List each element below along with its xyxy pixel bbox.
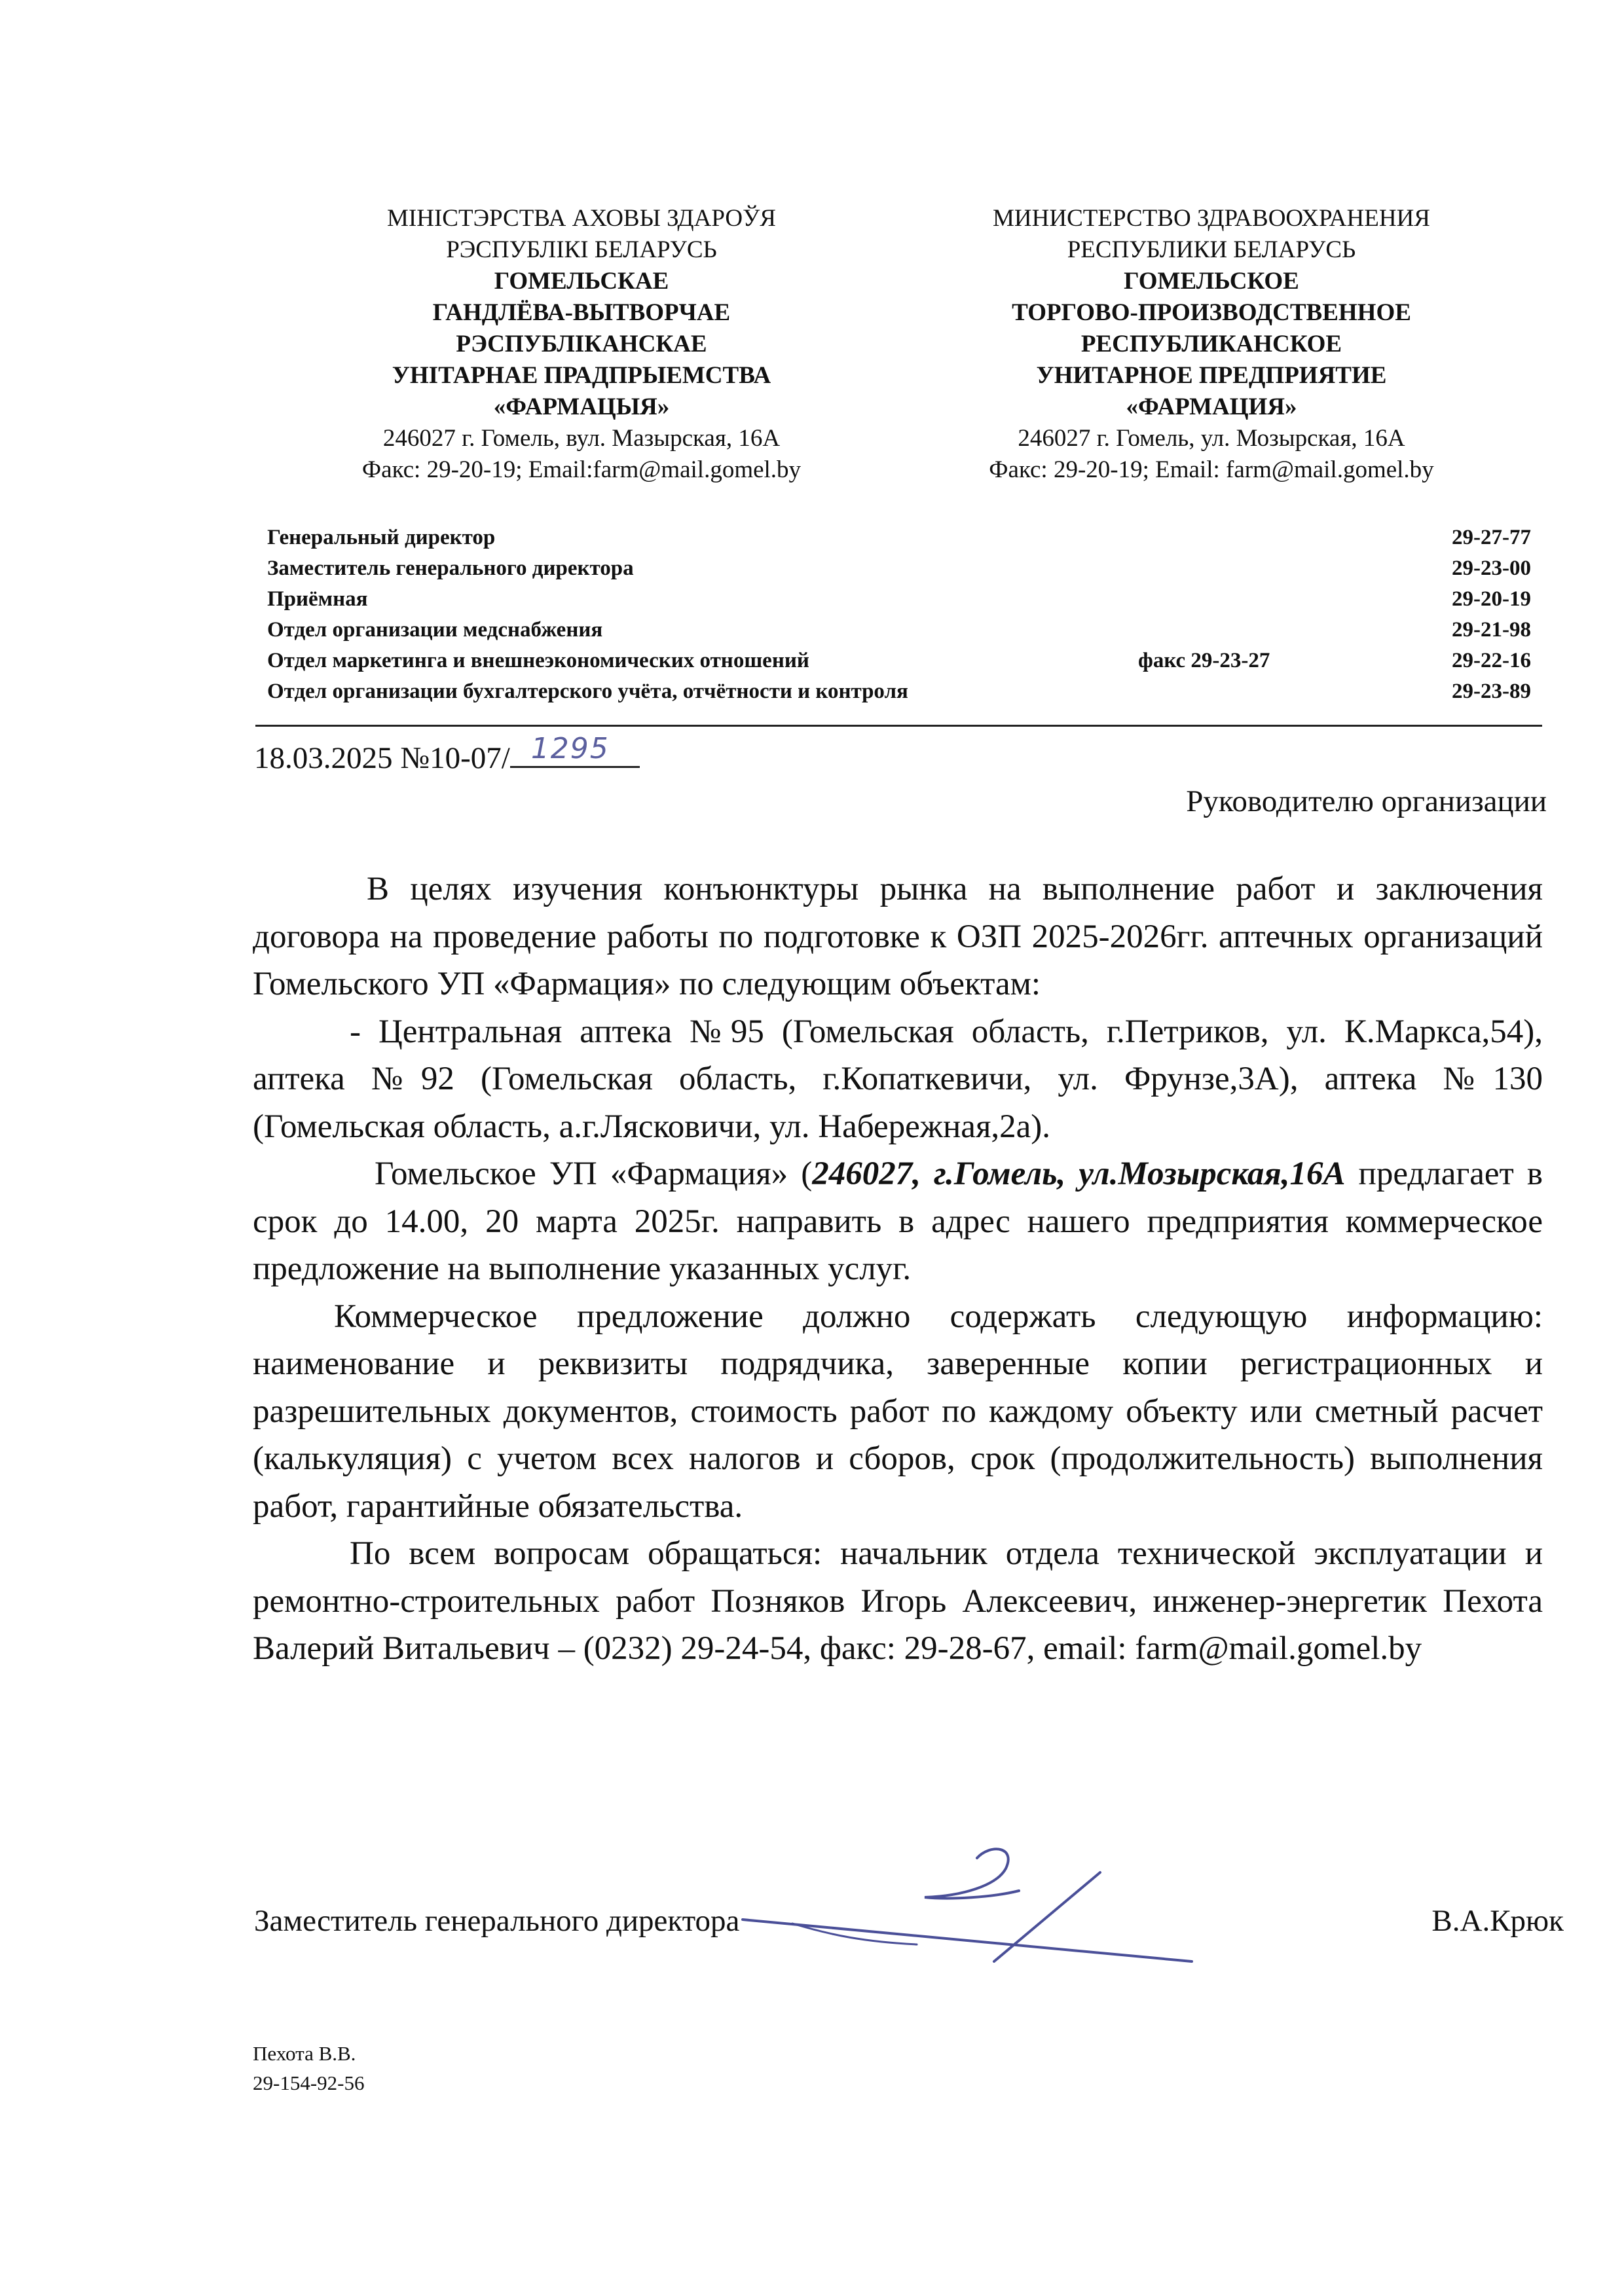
header-russian-line: РЕСПУБЛИКАНСКОЕ <box>1080 331 1342 357</box>
phone-row <box>267 676 1531 707</box>
department-phone: 29-27-77 <box>1452 526 1531 549</box>
executor-name: Пехота В.В. <box>253 2042 356 2065</box>
header-russian-line: МИНИСТЕРСТВО ЗДРАВООХРАНЕНИЯ <box>993 205 1430 232</box>
header-belarusian <box>287 203 876 486</box>
department-name: Приёмная <box>267 587 368 611</box>
executor-block <box>253 2039 364 2098</box>
paragraph-contacts: По всем вопросам обращаться: начальник отдела технической эксплуатации и ремонтно-строительных работ Позняков Игорь Алексеевич, инженер-энергетик Пехота Валерий Витальевич – (0232) 29-24-54, факс: 29-28-67, email: farm@mail.gomel.by <box>253 1535 1543 1667</box>
handwritten-number: 1295 <box>530 732 610 765</box>
department-phone: 29-22-16 <box>1452 649 1531 672</box>
department-phone: 29-23-89 <box>1452 680 1531 703</box>
department-name: Отдел организации медснабжения <box>267 618 603 642</box>
header-belarusian-line: 246027 г. Гомель, вул. Мазырская, 16А <box>382 425 781 452</box>
header-russian <box>917 203 1506 486</box>
department-name: Отдел маркетинга и внешнеэкономических отношений <box>267 649 809 672</box>
signer-name: В.А.Крюк <box>1431 1904 1564 1938</box>
header-belarusian-line: «ФАРМАЦЫЯ» <box>493 393 670 420</box>
handwritten-signature <box>733 1820 1205 2016</box>
header-russian-line: Факс: 29-20-19; Email: farm@mail.gomel.by <box>989 456 1434 483</box>
signer-position: Заместитель генерального директора <box>254 1904 740 1938</box>
executor-phone: 29-154-92-56 <box>253 2071 365 2094</box>
phone-row <box>267 615 1531 646</box>
request-start: Гомельское УП «Фармация» ( <box>375 1156 813 1192</box>
addressee: Руководителю организации <box>1186 784 1547 818</box>
header-russian-line: «ФАРМАЦИЯ» <box>1126 393 1297 420</box>
header-belarusian-line: Факс: 29-20-19; Email:farm@mail.gomel.by <box>361 456 802 483</box>
date-number: 18.03.2025 №10-07/ <box>254 741 510 775</box>
header-russian-line: ГОМЕЛЬСКОЕ <box>1124 268 1299 295</box>
header-belarusian-line: РЭСПУБЛІКІ БЕЛАРУСЬ <box>446 236 717 263</box>
phone-row <box>267 584 1531 615</box>
phone-row <box>267 553 1531 584</box>
department-phone: 29-20-19 <box>1452 587 1531 611</box>
department-name: Отдел организации бухгалтерского учёта, отчётности и контроля <box>267 680 908 703</box>
paragraph-request <box>253 1150 1543 1293</box>
header-belarusian-line: УНІТАРНАЕ ПРАДПРЫЕМСТВА <box>392 362 771 389</box>
header-russian-line: РЕСПУБЛИКИ БЕЛАРУСЬ <box>1067 236 1356 263</box>
header-belarusian-line: РЭСПУБЛІКАНСКАЕ <box>456 331 707 357</box>
header-belarusian-line: МІНІСТЭРСТВА АХОВЫ ЗДАРОЎЯ <box>387 205 776 232</box>
header-russian-line: УНИТАРНОЕ ПРЕДПРИЯТИЕ <box>1036 362 1387 389</box>
handwritten-number-field <box>510 732 640 768</box>
header-belarusian-line: ГАНДЛЁВА-ВЫТВОРЧАЕ <box>432 299 731 326</box>
paragraph-proposal-content: Коммерческое предложение должно содержать следующую информацию: наименование и реквизиты подрядчика, заверенные копии регистрационных и разрешительных документов, стоимость работ по каждому объекту или сметный расчет (калькуляция) с учетом всех налогов и сборов, срок (продолжительность) выполнения работ, гарантийные обязательства. <box>253 1298 1543 1525</box>
header-russian-line: 246027 г. Гомель, ул. Мозырская, 16А <box>1018 425 1405 452</box>
paragraph-purpose: В целях изучения конъюнктуры рынка на выполнение работ и заключения договора на проведение работы по подготовке к ОЗП 2025-2026гг. аптечных организаций Гомельского УП «Фармация» по следующим объектам: <box>253 871 1543 1002</box>
department-phone: 29-23-00 <box>1452 556 1531 580</box>
letter-body <box>253 866 1543 1673</box>
header-divider <box>255 725 1542 727</box>
department-fax: факс 29-23-27 <box>1138 649 1270 672</box>
request-rest: предлагает в срок до 14.00, 20 марта 2025г. направить в адрес нашего предприятия коммерческое предложение на выполнение указанных услуг. <box>253 1156 1543 1287</box>
phone-row <box>267 522 1531 553</box>
company-address: 246027, г.Гомель, ул.Мозырская,16А <box>812 1156 1346 1192</box>
header-belarusian-line: ГОМЕЛЬСКАЕ <box>494 268 669 295</box>
paragraph-objects: - Центральная аптека №95 (Гомельская область, г.Петриков, ул. К.Маркса,54), аптека №92 (Гомельская область, г.Копаткевичи, ул. Фрунзе,3А), аптека №130 (Гомельская область, а.г.Лясковичи, ул. Набережная,2а). <box>253 1013 1543 1145</box>
phone-row <box>267 646 1531 676</box>
header-russian-line: ТОРГОВО-ПРОИЗВОДСТВЕННОЕ <box>1012 299 1411 326</box>
department-name: Заместитель генерального директора <box>267 556 634 580</box>
phone-directory <box>267 522 1531 707</box>
department-phone: 29-21-98 <box>1452 618 1531 642</box>
registration-line <box>254 732 640 776</box>
department-name: Генеральный директор <box>267 526 496 549</box>
